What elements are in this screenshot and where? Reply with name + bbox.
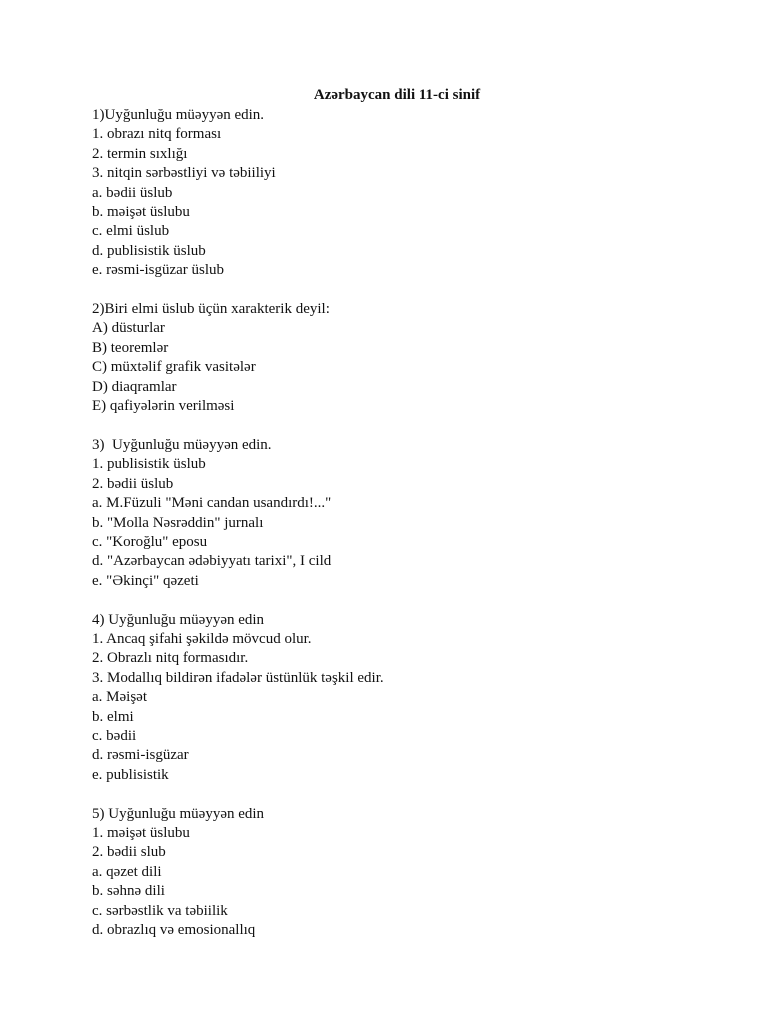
question-option: b. "Molla Nəsrəddin" jurnalı — [92, 514, 264, 531]
question-option: E) qafiyələrin verilməsi — [92, 398, 235, 415]
question-option: 2. bədii üslub — [92, 475, 174, 492]
question-block-3 — [92, 436, 712, 591]
document-content — [92, 106, 712, 960]
question-option: 2. termin sıxlığı — [92, 145, 188, 162]
question-option: e. "Əkinçi" qəzeti — [92, 572, 199, 589]
question-prompt: 3) Uyğunluğu müəyyən edin. — [92, 436, 272, 453]
question-prompt: 1)Uyğunluğu müəyyən edin. — [92, 107, 265, 123]
question-option: 1. publisistik üslub — [92, 456, 206, 473]
question-option: 2. bədii slub — [92, 844, 166, 861]
question-option: A) düsturlar — [92, 320, 165, 337]
question-option: a. qəzet dili — [92, 863, 162, 880]
question-option: d. obrazlıq və emosionallıq — [92, 922, 256, 938]
question-option: a. M.Füzuli "Məni candan usandırdı!..." — [92, 495, 332, 512]
question-option: C) müxtəlif grafik vasitələr — [92, 359, 256, 376]
question-block-5 — [92, 805, 712, 941]
question-block-2 — [92, 300, 712, 416]
question-option: a. Məişət — [92, 689, 147, 706]
question-option: b. elmi — [92, 708, 134, 725]
question-option: c. "Koroğlu" eposu — [92, 533, 208, 550]
question-option: D) diaqramlar — [92, 378, 177, 395]
question-option: d. "Azərbaycan ədəbiyyatı tarixi", I cild — [92, 553, 332, 570]
question-option: b. səhnə dili — [92, 883, 165, 900]
question-option: d. publisistik üslub — [92, 242, 206, 259]
question-option: B) teoremlər — [92, 339, 169, 356]
question-option: 1. Ancaq şifahi şəkildə mövcud olur. — [92, 630, 312, 647]
question-option: 1. məişət üslubu — [92, 824, 190, 841]
question-option: b. məişət üslubu — [92, 204, 190, 221]
question-prompt: 4) Uyğunluğu müəyyən edin — [92, 611, 265, 628]
question-prompt: 5) Uyğunluğu müəyyən edin — [92, 805, 265, 822]
question-option: d. rəsmi-isgüzar — [92, 747, 189, 764]
question-option: c. sərbəstlik va təbiilik — [92, 902, 228, 919]
question-option: 3. Modallıq bildirən ifadələr üstünlük təşkil edir. — [92, 669, 384, 686]
question-block-1 — [92, 106, 712, 281]
question-option: c. elmi üslub — [92, 223, 170, 240]
question-option: e. publisistik — [92, 766, 169, 783]
question-block-4 — [92, 611, 712, 786]
question-option: e. rəsmi-isgüzar üslub — [92, 262, 225, 279]
question-option: 2. Obrazlı nitq formasıdır. — [92, 650, 249, 667]
question-option: 3. nitqin sərbəstliyi və təbiiliyi — [92, 165, 276, 182]
question-option: a. bədii üslub — [92, 184, 173, 201]
question-prompt: 2)Biri elmi üslub üçün xarakterik deyil: — [92, 301, 330, 318]
document-title: Azərbaycan dili 11-ci sinif — [313, 87, 481, 103]
question-option: c. bədii — [92, 727, 137, 744]
question-option: 1. obrazı nitq forması — [92, 126, 222, 143]
